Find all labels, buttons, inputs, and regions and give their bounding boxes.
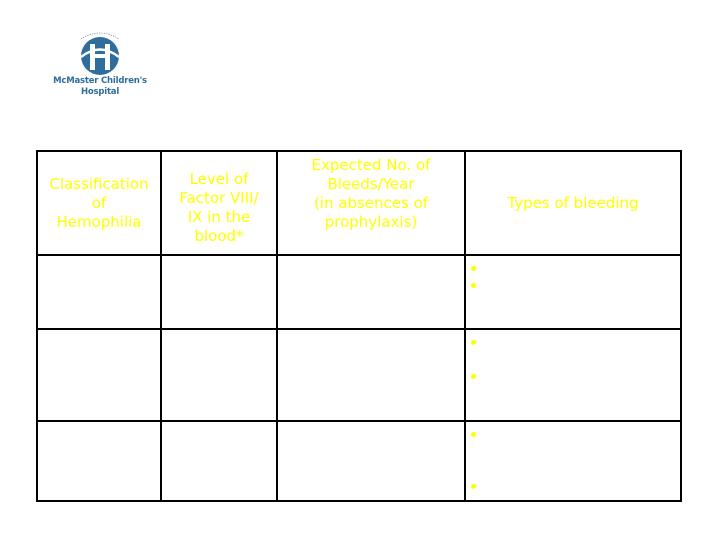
table-row <box>37 255 681 329</box>
bullet-icon <box>471 432 476 437</box>
hospital-name-line2: Hospital <box>80 87 120 97</box>
bleeding-types-cell <box>465 421 681 501</box>
header-expected-bleeds <box>277 151 465 255</box>
bullet-icon <box>471 374 476 379</box>
header-expected-bleeds-label: Expected No. of Bleeds/Year (in absences of prophylaxis) <box>311 156 431 231</box>
header-factor-level-label: Level of Factor VIII/ IX in the blood* <box>179 170 259 245</box>
bullet-icon <box>471 340 476 345</box>
table-cell <box>161 421 277 501</box>
header-types-of-bleeding <box>465 151 681 255</box>
hospital-logo <box>48 30 152 102</box>
header-classification <box>37 151 161 255</box>
table-row <box>37 329 681 421</box>
table-row <box>37 421 681 501</box>
hemophilia-classification-table <box>36 150 682 502</box>
hospital-emblem-icon <box>72 30 128 78</box>
bullet-icon <box>471 266 476 271</box>
bleeding-types-cell <box>465 329 681 421</box>
table-cell <box>161 255 277 329</box>
header-classification-label: Classification of Hemophilia <box>49 174 149 231</box>
header-row <box>37 151 681 255</box>
hospital-name <box>48 76 152 98</box>
hospital-name-line1: McMaster Children's <box>53 76 147 86</box>
table-cell <box>37 255 161 329</box>
header-factor-level <box>161 151 277 255</box>
bleeding-types-cell <box>465 255 681 329</box>
table-cell <box>277 329 465 421</box>
bullet-icon <box>471 283 476 288</box>
table-cell <box>277 421 465 501</box>
table-cell <box>277 255 465 329</box>
bullet-icon <box>471 484 476 489</box>
table-cell <box>37 421 161 501</box>
header-types-of-bleeding-label: Types of bleeding <box>507 193 639 212</box>
table-cell <box>37 329 161 421</box>
table-cell <box>161 329 277 421</box>
